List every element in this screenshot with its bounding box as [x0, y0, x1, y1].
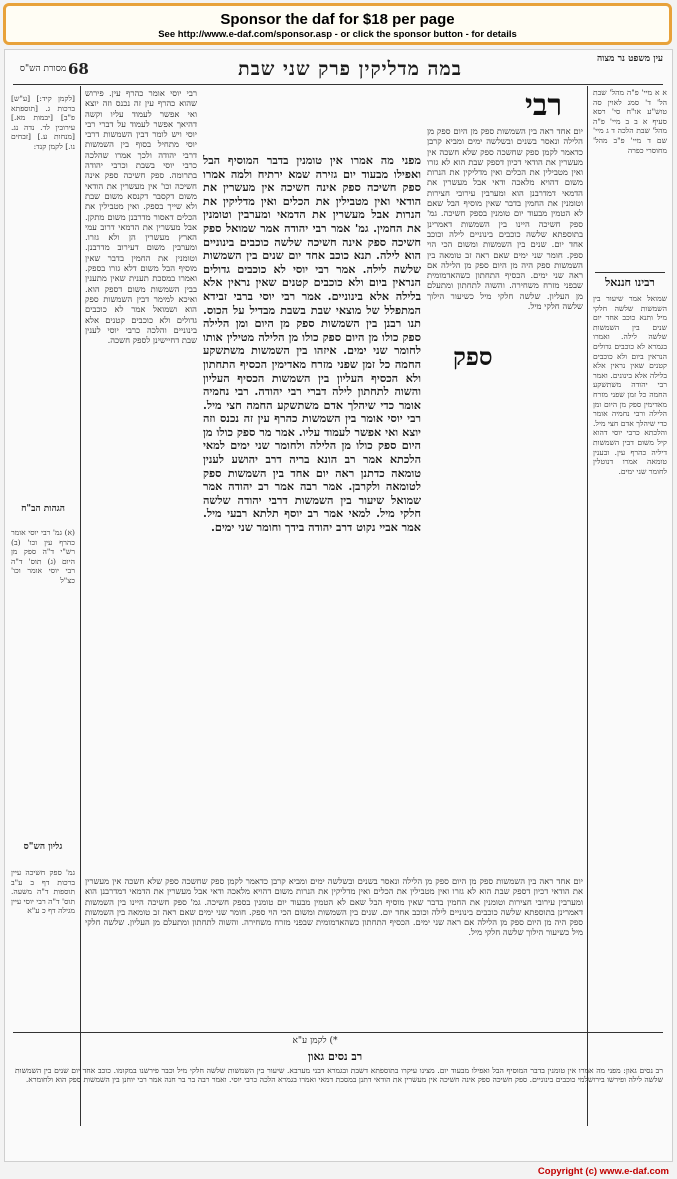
side-note: *) לקמן ע"א: [292, 1036, 338, 1046]
footer-divider: [13, 1032, 663, 1033]
chananel-divider: [595, 272, 665, 273]
sponsor-banner[interactable]: [3, 3, 672, 45]
ein-mishpat-notes: א א מיי' פ"ה מהל' שבת הל' ד' סמג לאוין סה טוש"ע או"ח סי' רסא סעיף א ב ב מיי' פ"ה מהל' שבת הלכה ד ג מיי' שם ד מיי' פ"ב מהל' מחוסרי כפרה: [593, 88, 667, 155]
masoret-notes: [לקמן קיד:] [ע"ש] ברכות ג. [תוספתא פ"ב] [יבמות מא.] עירובין לד. נדה נג. [מנחות ע.] [זבחים נו.] לקמן קנד:: [11, 94, 75, 151]
hagahot-notes: (א) גמ' רבי יוסי אומר כהרף עין וכו' (ב) רש"י ד"ה ספק מן היום (ג) תוס' ד"ה רבי יוסי אומר וכו' כצ"ל: [11, 528, 75, 585]
page-header: במה מדליקין פרק שני שבת: [238, 58, 462, 80]
talmud-page: [4, 49, 673, 1162]
left-margin-divider: [80, 86, 81, 1126]
copyright-notice[interactable]: Copyright (c) www.e-daf.com: [537, 1166, 669, 1177]
commentary-continuation: יום אחד ראה בין השמשות ספק מן היום ספק מן הלילה ונאסר בשנים ובשלשה ימים ומביא קרבן כדאמר לקמן ספק שחשכה ספק שלא חשכה אין מעשרין את הודאי דכיון דספק שבת הוא לא גזרו ואין מטבילין את הכלים ואין מדליקין את הנרות משום דהויא מלאכה ודאי אבל מעשרין את הדמאי דמדרבנן הוא ומערבין עירובי חצירות וטומנין את החמין בדבר שאין מוסיף הבל שאם לא הטמין מבעוד יום טומנין בספק חשיכה. גמ' ספק חשיכה היינו בין השמשות דאמרינן בתוספתא שלשה כוכבים בינוניים לילה וכוכב אחד יום. שנים בין השמשות ומשום הכי הוי ספק. חומר שני ימים שאם ראה זב טומאה בין השמשות ספק היה מן היום ספק מן הלילה אם ראה שני ימים. הכסיף התחתון כשהאדמומית שבפני מזרח משחירה. והשוה לתחתון ומתעלם מן העליון. שלשה חלקי מיל כשיעור הילוך שלשה חלקי מיל.: [85, 876, 583, 938]
ein-mishpat-label: עין משפט נר מצוה: [596, 54, 664, 64]
footer-heading: רב נסים גאון: [307, 1050, 363, 1063]
sponsor-banner-title[interactable]: Sponsor the daf for $18 per page: [220, 11, 455, 28]
chananel-text: שמואל אמר שיעור בין השמשות שלשה חלקי מיל ותנא כוכב אחד יום שנים בין השמשות שלשה לילה. ואמרו בגמרא לא כוכבים גדולים הנראין ביום ולא כוכבים קטנים שאין נראין אלא בלילה אלא בינונים. ואמר רבי יהודה משתשקע החמה כל זמן שפני מזרח מאדימין ספק מן היום ומן הלילה ורבי נחמיה אומר כדי שיהלך אדם חצי מיל. והלכתא כרבי יוסי דהוא קיל משום דבין השמשות דיליה כהרף עין. ובענין טומאה אמרו דנוטלין לחומר שני ימים.: [593, 294, 667, 476]
right-margin-divider: [587, 86, 588, 1126]
sponsor-banner-subtitle[interactable]: See http://www.e-daf.com/sponsor.asp - or click the sponsor button - for details: [158, 29, 517, 40]
masoret-label: מסורת הש"ס: [19, 64, 67, 74]
header-divider: [13, 84, 663, 85]
page-number: 68: [68, 60, 89, 78]
hagahot-label: הגהות הב"ח: [21, 504, 65, 514]
rashi-column: יום אחד ראה בין השמשות ספק מן היום ספק מן הלילה ונאסר בשנים ובשלשה ימים ומביא קרבן כדאמר לקמן ספק שחשכה ספק שלא חשכה אין מעשרין את הודאי דכיון דספק שבת הוא לא גזרו ואין מטבילין את הכלים ואין מדליקין את הנרות משום דהויא מלאכה ודאי אבל מעשרין את הדמאי דמדרבנן הוא ומערבין עירובי חצירות וטומנין את החמין בדבר שאין מוסיף הבל שאם לא הטמין מבעוד יום טומנין בספק חשיכה. גמ' ספק חשיכה היינו בין השמשות דאמרינן בתוספתא שלשה כוכבים בינוניים לילה וכוכב אחד יום. שנים בין השמשות ומשום הכי הוי ספק. חומר שני ימים שאם ראה זב טומאה בין השמשות ספק היה מן היום ספק מן הלילה אם ראה שני ימים. הכסיף התחתון כשהאדמומית שבפני מזרח משחירה. והשוה לתחתון ומתעלם מן העליון. שלשה חלקי מיל כשיעור הילוך שלשה חלקי מיל.: [427, 126, 583, 312]
gilyon-label: גליון הש"ס: [23, 842, 63, 852]
footer-text: רב נסים גאון: מפני מה אמרו אין טומנין בדבר המוסיף הבל ואפילו מבעוד יום. מצינו עיקרו בתוספתא דשבת ובגמרא דבני מערבא. שיעור בין השמשות שלשה חלקי מיל וכבר פירשנו במקומו. כוכב אחד יום שנים בין השמשות שלשה לילה ופירשו בירושלמי כוכבים בינוניים. ספק חשיכה ספק אינה חשיכה אין מעשרין את הודאי דתנן במסכת דמאי ואמרו בגמרא הלכה כרבי יוסי. ואמר רבה בר בר חנה אמר רבי יוחנן בין השמשות ספק הוא ולחומרא.: [15, 1066, 663, 1085]
chananel-heading: רבינו חננאל: [605, 276, 655, 289]
tosafot-column: רבי יוסי אומר כהרף עין. פירוש שהוא כהרף עין זה נכנס וזה יוצא ואי אפשר לעמוד עליו וקשה דהיאך אפשר לעמוד על דברי רבי יוסי ויש לומר דבין השמשות דרבי יוסי מתחיל בסוף בין השמשות דרבי יהודה ולכך אמרו שהלכה כרבי יוסי בשבת וכרבי יהודה בתרומה. ספק חשיכה ספק אינה חשיכה וכו' אין מעשרין את הודאי משום דקסבר דקנסא משום שבת ולא שייך בספק. ואין מטבילין את הכלים דאסור מדרבנן משום מתקן. אבל מעשרין את הדמאי דרוב עמי הארץ מעשרין הן ולא גזרו. ומערבין משום דעירוב מדרבנן. וטומנין את החמין בדבר שאין מוסיף הבל משום דלא גזרו בספק. ואמרו במסכת תענית שאין מתענין בבין השמשות משום דספק הוא. ואיכא למימר דבין השמשות ספק הוא ושמואל אמר לא כוכבים גדולים ולא כוכבים קטנים אלא בינוניים והלכה כרבי יוסי לענין שבת דחיישינן לספק חשכה.: [85, 88, 197, 346]
highlight-word: ספק: [453, 342, 493, 371]
gilyon-notes: גמ' ספק חשיכה עיין ברכות דף ב ע"ב תוספות ד"ה משעה. תוס' ד"ה רבי יוסי עיין מגילה דף כ ע"א: [11, 868, 75, 916]
gemara-text: מפני מה אמרו אין טומנין בדבר המוסיף הבל ואפילו מבעוד יום גזירה שמא ירתיח ולמה אמרו ספק חשיכה ספק אינה חשיכה אין מעשרין את הודאי ואין מטבילין את הכלים ואין מדליקין את הנרות אבל מעשרין את הדמאי ומערבין וטומנין את החמין. גמ' אמר רבי יהודה אמר שמואל ספק חשיכה ספק אינה חשיכה שלשה כוכבים בינוניים הוא לילה. תנא כוכב אחד יום שנים בין השמשות שלשה לילה. אמר רבי יוסי לא כוכבים גדולים הנראין ביום ולא כוכבים קטנים שאין נראין אלא בלילה אלא בינוניים. אמר רבי יוסי ברבי זבידא המתפלל של מוצאי שבת בשבת מבדיל על הכוס. תנו רבנן בין השמשות ספק מן היום ומן הלילה ספק כולו מן היום ספק כולו מן הלילה מטילין אותו לחומר שני ימים. איזהו בין השמשות משתשקע החמה כל זמן שפני מזרח מאדימין הכסיף התחתון ולא הכסיף העליון בין השמשות הכסיף העליון והשוה לתחתון לילה דברי רבי יהודה. רבי נחמיה אומר כדי שיהלך אדם משתשקע החמה חצי מיל. רבי יוסי אומר בין השמשות כהרף עין זה נכנס וזה יוצא ואי אפשר לעמוד עליו. אמר מר ספק כולו מן היום ספק כולו מן הלילה ולחומר שני ימים למאי הלכתא אמר רב הונא בריה דרב יהושע לענין טומאה כדתנן ראה יום אחד בין השמשות ספק לטומאה ולקרבן. אמר רבה אמר רב יהודה אמר שמואל שיעור בין השמשות דרבי יהודה שלשה חלקי מיל. למאי אמר רב יוסף תלתא רבעי מיל. אמר אביי נקוט דרב יהודה בידך וחומר שני ימים.: [203, 154, 421, 535]
tosafot-opening-word: רבי: [525, 88, 563, 123]
